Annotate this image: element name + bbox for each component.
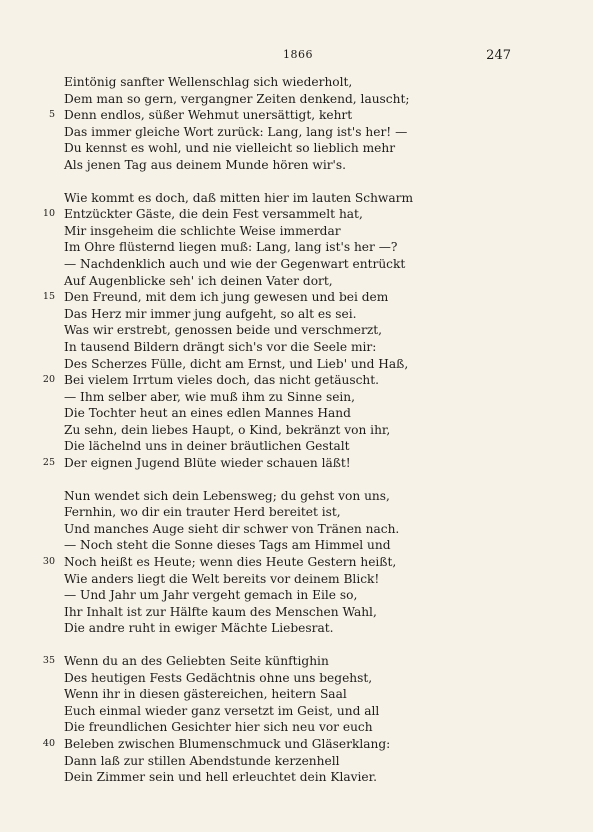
verse-text: Die lächelnd uns in deiner bräutlichen Gestalt (64, 439, 350, 454)
line-number: 40 (42, 737, 55, 749)
page-header (0, 48, 593, 66)
verse-line (42, 736, 534, 753)
verse-line (64, 753, 534, 770)
verse-line (64, 356, 534, 373)
verse-line (64, 239, 534, 256)
verse-text: Denn endlos, süßer Wehmut unersättigt, kehrt (64, 108, 353, 123)
verse-line (64, 157, 534, 174)
verse-text: Auf Augenblicke seh' ich deinen Vater dort, (64, 273, 333, 288)
verse-text: Noch heißt es Heute; wenn dies Heute Gestern heißt, (64, 555, 397, 570)
verse-text: Bei vielem Irrtum vieles doch, das nicht getäuscht. (64, 373, 380, 388)
line-number: 30 (42, 556, 55, 568)
verse-text: Den Freund, mit dem ich jung gewesen und bei dem (64, 290, 389, 305)
verse-text: Eintönig sanfter Wellenschlag sich wiederholt, (64, 75, 353, 89)
verse-line (64, 703, 534, 720)
verse-line (64, 223, 534, 240)
verse-line (64, 140, 534, 157)
verse-line (42, 372, 534, 389)
stanza-break (64, 472, 534, 488)
verse-text: Wenn du an des Geliebten Seite künftighin (64, 654, 329, 668)
verse-line (64, 389, 534, 406)
verse-text: — Und Jahr um Jahr vergeht gemach in Eile so, (64, 588, 358, 603)
verse-line (64, 322, 534, 339)
verse-text: Beleben zwischen Blumenschmuck und Gläserklang: (64, 736, 391, 751)
verse-text: Als jenen Tag aus deinem Munde hören wir's. (64, 157, 347, 172)
verse-line (64, 571, 534, 588)
verse-text: Ihr Inhalt ist zur Hälfte kaum des Menschen Wahl, (64, 604, 377, 619)
verse-text: Im Ohre flüsternd liegen muß: Lang, lang ist's her —? (64, 240, 398, 255)
verse-text: Euch einmal wieder ganz versetzt im Geist, und all (64, 703, 380, 718)
line-number: 25 (42, 457, 55, 469)
verse-line (64, 124, 534, 141)
page-number: 247 (486, 48, 511, 63)
stanza-break (64, 637, 534, 653)
verse-line (64, 405, 534, 422)
verse-line (42, 206, 534, 223)
verse-line (42, 653, 534, 670)
verse-text: Die freundlichen Gesichter hier sich neu vor euch (64, 720, 373, 735)
verse-line (64, 438, 534, 455)
stanza (42, 488, 534, 637)
verse-text: Mir insgeheim die schlichte Weise immerdar (64, 223, 341, 238)
verse-line (64, 504, 534, 521)
verse-text: Fernhin, wo dir ein trauter Herd bereitet ist, (64, 505, 341, 520)
verse-line (64, 339, 534, 356)
verse-line (64, 488, 534, 505)
verse-line (64, 306, 534, 323)
verse-text: Du kennst es wohl, und nie vielleicht so lieblich mehr (64, 141, 396, 156)
verse-line (64, 273, 534, 290)
poem-text (42, 74, 534, 786)
verse-text: Dein Zimmer sein und hell erleuchtet dein Klavier. (64, 770, 378, 785)
line-number: 10 (42, 208, 55, 220)
stanza (42, 653, 534, 786)
verse-line (64, 74, 534, 91)
verse-line (64, 769, 534, 786)
verse-line (42, 455, 534, 472)
verse-line (64, 686, 534, 703)
verse-text: Nun wendet sich dein Lebensweg; du gehst von uns, (64, 488, 390, 503)
verse-text: Das immer gleiche Wort zurück: Lang, lang ist's her! — (64, 124, 408, 139)
verse-text: Wie anders liegt die Welt bereits vor deinem Blick! (64, 571, 380, 586)
verse-line (42, 554, 534, 571)
verse-line (64, 91, 534, 108)
verse-line (64, 422, 534, 439)
year-heading: 1866 (283, 48, 313, 61)
verse-line (64, 620, 534, 637)
line-number: 5 (48, 109, 55, 121)
verse-text: Das Herz mir immer jung aufgeht, so alt es sei. (64, 306, 357, 321)
verse-text: — Noch steht die Sonne dieses Tags am Himmel und (64, 538, 391, 553)
verse-line (64, 521, 534, 538)
line-number: 35 (42, 655, 55, 666)
verse-line (64, 256, 534, 273)
verse-line (64, 604, 534, 621)
verse-text: Entzückter Gäste, die dein Fest versammelt hat, (64, 207, 363, 222)
verse-line (64, 190, 534, 207)
verse-text: In tausend Bildern drängt sich's vor die Seele mir: (64, 339, 377, 354)
verse-text: Die andre ruht in ewiger Mächte Liebesrat. (64, 621, 334, 636)
verse-text: Des heutigen Fests Gedächtnis ohne uns begehst, (64, 670, 373, 685)
stanza (48, 74, 534, 174)
verse-text: Dann laß zur stillen Abendstunde kerzenhell (64, 753, 340, 768)
verse-text: — Ihm selber aber, wie muß ihm zu Sinne sein, (64, 389, 356, 404)
verse-text: Die Tochter heut an eines edlen Mannes Hand (64, 406, 351, 421)
verse-line (64, 587, 534, 604)
line-number: 15 (42, 291, 55, 303)
verse-text: Zu sehn, dein liebes Haupt, o Kind, bekränzt von ihr, (64, 422, 391, 437)
verse-line (64, 719, 534, 736)
line-number: 20 (42, 374, 55, 386)
stanza-break (64, 174, 534, 190)
verse-line (48, 107, 534, 124)
verse-text: — Nachdenklich auch und wie der Gegenwart entrückt (64, 256, 406, 271)
stanza (42, 190, 534, 472)
verse-text: Der eignen Jugend Blüte wieder schauen läßt! (64, 456, 351, 471)
verse-line (64, 670, 534, 687)
verse-text: Was wir erstrebt, genossen beide und verschmerzt, (64, 323, 383, 338)
verse-text: Wie kommt es doch, daß mitten hier im lauten Schwarm (64, 190, 414, 205)
verse-text: Des Scherzes Fülle, dicht am Ernst, und Lieb' und Haß, (64, 356, 409, 371)
verse-line (42, 289, 534, 306)
verse-text: Wenn ihr in diesen gästereichen, heitern Saal (64, 687, 347, 702)
verse-line (64, 537, 534, 554)
verse-text: Und manches Auge sieht dir schwer von Tränen nach. (64, 521, 400, 536)
verse-text: Dem man so gern, vergangner Zeiten denkend, lauscht; (64, 91, 410, 106)
